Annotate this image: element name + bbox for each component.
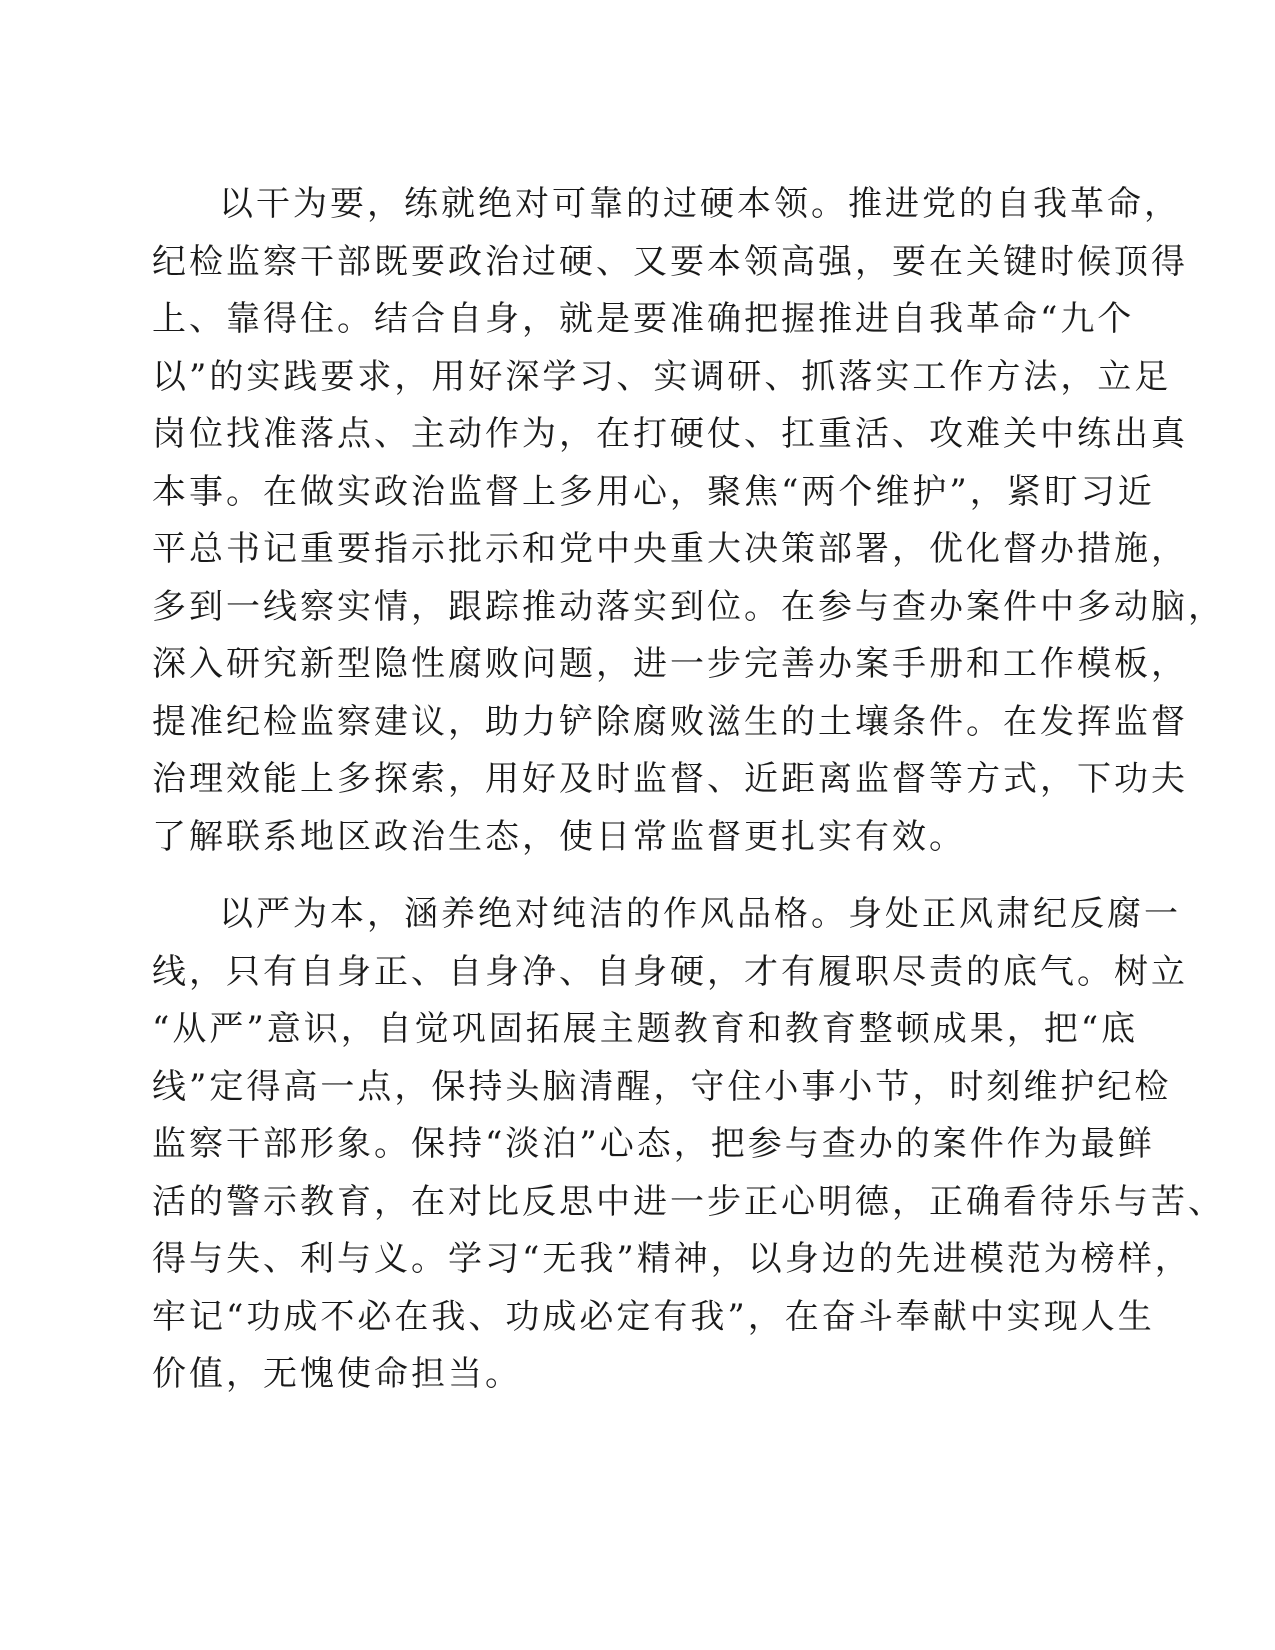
text-line: 深入研究新型隐性腐败问题，进一步完善办案手册和工作模板， <box>152 644 1188 684</box>
paragraph-1 <box>152 176 1225 866</box>
text-line: 监察干部形象。保持“淡泊”心态，把参与查办的案件作为最鲜 <box>152 1124 1155 1164</box>
text-line: 价值，无愧使命担当。 <box>152 1354 522 1394</box>
text-line: 平总书记重要指示批示和党中央重大决策部署，优化督办措施， <box>152 529 1188 569</box>
text-line: 岗位找准落点、主动作为，在打硬仗、扛重活、攻难关中练出真 <box>152 414 1188 454</box>
text-line: “从严”意识，自觉巩固拓展主题教育和教育整顿成果，把“底 <box>152 1009 1139 1049</box>
paragraph-2 <box>152 886 1225 1404</box>
text-line: 本事。在做实政治监督上多用心，聚焦“两个维护”，紧盯习近 <box>152 471 1155 512</box>
text-line: 治理效能上多探索，用好及时监督、近距离监督等方式，下功夫 <box>152 759 1188 799</box>
text-line: 纪检监察干部既要政治过硬、又要本领高强，要在关键时候顶得 <box>152 241 1188 282</box>
text-line: 以严为本，涵养绝对纯洁的作风品格。身处正风肃纪反腐一 <box>219 894 1181 934</box>
text-line: 以干为要，练就绝对可靠的过硬本领。推进党的自我革命， <box>219 184 1181 224</box>
text-line: 线，只有自身正、自身净、自身硬，才有履职尽责的底气。树立 <box>152 951 1188 992</box>
text-line: 线”定得高一点，保持头脑清醒，守住小事小节，时刻维护纪检 <box>152 1066 1172 1107</box>
text-line: 上、靠得住。结合自身，就是要准确把握推进自我革命“九个 <box>152 299 1135 339</box>
text-line: 提准纪检监察建议，助力铲除腐败滋生的土壤条件。在发挥监督 <box>152 701 1188 742</box>
document-body <box>152 176 1225 1404</box>
text-line: 活的警示教育，在对比反思中进一步正心明德，正确看待乐与苦、 <box>152 1181 1225 1222</box>
text-line: 得与失、利与义。学习“无我”精神，以身边的先进模范为榜样， <box>152 1239 1192 1279</box>
text-line: 了解联系地区政治生态，使日常监督更扎实有效。 <box>152 816 966 857</box>
text-line: 多到一线察实情，跟踪推动落实到位。在参与查办案件中多动脑， <box>152 586 1225 627</box>
text-line: 牢记“功成不必在我、功成必定有我”，在奋斗奉献中实现人生 <box>152 1296 1155 1337</box>
text-line: 以”的实践要求，用好深学习、实调研、抓落实工作方法，立足 <box>152 356 1172 397</box>
